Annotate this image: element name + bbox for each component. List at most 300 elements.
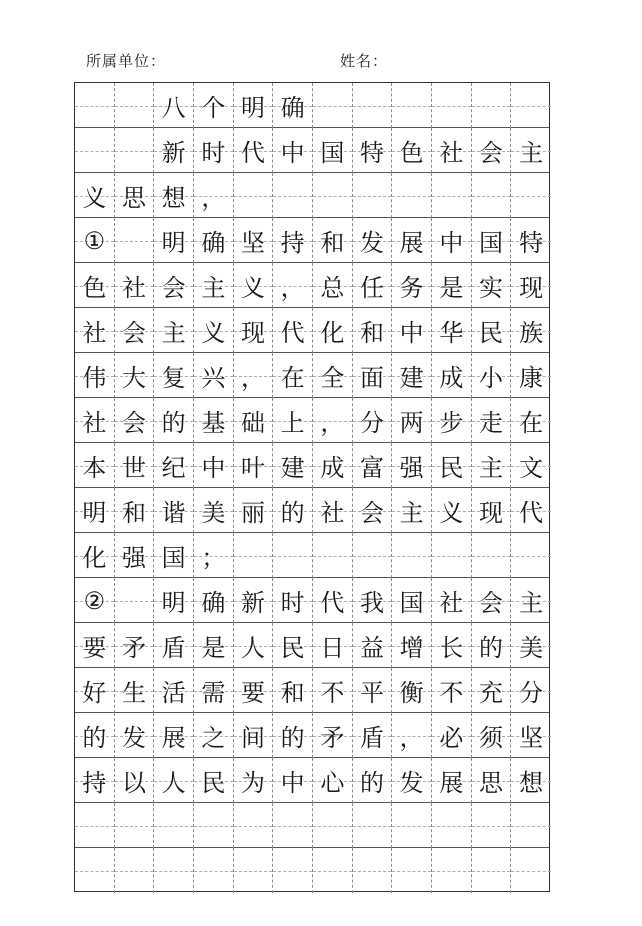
grid-cell — [194, 128, 234, 173]
handwritten-character: 展 — [399, 229, 424, 257]
grid-cell — [353, 713, 393, 758]
handwritten-character: 需 — [201, 679, 226, 707]
grid-cell — [313, 713, 353, 758]
handwritten-character: 强 — [399, 454, 424, 482]
handwritten-character: 八 — [161, 94, 186, 122]
grid-cell — [115, 848, 155, 893]
grid-cell — [392, 263, 432, 308]
handwritten-character: 民 — [478, 319, 503, 347]
grid-cell — [392, 533, 432, 578]
handwritten-character: 民 — [201, 769, 226, 797]
grid-cell — [392, 623, 432, 668]
grid-cell — [313, 443, 353, 488]
grid-cell — [313, 353, 353, 398]
handwritten-character: 社 — [439, 139, 464, 167]
handwritten-character: 新 — [240, 589, 265, 617]
grid-cell — [194, 623, 234, 668]
handwritten-character: 盾 — [161, 634, 186, 662]
handwritten-character: 纪 — [161, 454, 186, 482]
handwritten-character: 盾 — [359, 724, 384, 752]
grid-cell — [313, 533, 353, 578]
grid-cell — [234, 308, 274, 353]
handwritten-character: 心 — [320, 769, 345, 797]
handwritten-character: 间 — [240, 724, 265, 752]
grid-row — [75, 218, 549, 263]
grid-cell — [234, 263, 274, 308]
grid-cell — [234, 398, 274, 443]
handwritten-character: 民 — [439, 454, 464, 482]
handwritten-character: 展 — [161, 724, 186, 752]
grid-cell — [115, 443, 155, 488]
grid-cell — [234, 623, 274, 668]
handwritten-character: 成 — [320, 454, 345, 482]
handwritten-character: 中 — [280, 769, 305, 797]
grid-cell — [472, 443, 512, 488]
handwritten-character: 在 — [280, 364, 305, 392]
handwritten-character: 大 — [121, 364, 146, 392]
grid-cell — [392, 308, 432, 353]
grid-cell — [472, 713, 512, 758]
handwritten-character: 中 — [280, 139, 305, 167]
handwritten-character: ； — [201, 544, 226, 572]
grid-cell — [234, 713, 274, 758]
grid-cell — [273, 443, 313, 488]
handwritten-character: 础 — [240, 409, 265, 437]
grid-cell — [75, 128, 115, 173]
handwritten-character: 现 — [519, 274, 544, 302]
grid-cell — [273, 173, 313, 218]
grid-cell — [115, 308, 155, 353]
handwritten-character: 明 — [161, 589, 186, 617]
grid-cell — [194, 443, 234, 488]
grid-cell — [75, 623, 115, 668]
handwritten-character: 分 — [519, 679, 544, 707]
grid-cell — [115, 488, 155, 533]
grid-row — [75, 848, 549, 893]
grid-cell — [154, 668, 194, 713]
handwritten-character: 的 — [82, 724, 107, 752]
grid-cell — [273, 578, 313, 623]
handwritten-character: 主 — [519, 589, 544, 617]
grid-cell — [154, 713, 194, 758]
grid-cell — [234, 173, 274, 218]
grid-cell — [234, 533, 274, 578]
handwritten-character: 国 — [399, 589, 424, 617]
grid-cell — [154, 173, 194, 218]
handwritten-character: 富 — [359, 454, 384, 482]
grid-cell — [353, 758, 393, 803]
handwritten-character: 会 — [359, 499, 384, 527]
grid-cell — [432, 263, 472, 308]
grid-cell — [392, 848, 432, 893]
handwritten-character: 中 — [439, 229, 464, 257]
grid-cell — [234, 758, 274, 803]
handwritten-character: 衡 — [399, 679, 424, 707]
grid-cell — [115, 803, 155, 848]
grid-cell — [273, 218, 313, 263]
unit-label: 所属单位： — [86, 52, 167, 70]
handwritten-character: 务 — [399, 274, 424, 302]
grid-cell — [353, 533, 393, 578]
grid-cell — [154, 443, 194, 488]
grid-cell — [234, 848, 274, 893]
handwritten-character: 会 — [478, 139, 503, 167]
grid-cell — [472, 848, 512, 893]
handwritten-character: 和 — [280, 679, 305, 707]
handwritten-character: 华 — [439, 319, 464, 347]
grid-cell — [511, 443, 551, 488]
grid-cell — [313, 488, 353, 533]
grid-cell — [154, 488, 194, 533]
grid-cell — [313, 308, 353, 353]
handwritten-character: 主 — [519, 139, 544, 167]
grid-cell — [234, 578, 274, 623]
grid-cell — [432, 668, 472, 713]
grid-cell — [353, 443, 393, 488]
handwritten-character: 和 — [121, 499, 146, 527]
handwritten-character: 人 — [161, 769, 186, 797]
handwritten-character: 任 — [359, 274, 384, 302]
grid-cell — [432, 578, 472, 623]
grid-row — [75, 803, 549, 848]
grid-cell — [511, 758, 551, 803]
grid-cell — [194, 848, 234, 893]
grid-cell — [154, 83, 194, 128]
grid-cell — [313, 263, 353, 308]
grid-cell — [273, 713, 313, 758]
grid-cell — [472, 398, 512, 443]
handwritten-character: 增 — [399, 634, 424, 662]
grid-cell — [75, 218, 115, 263]
handwritten-character: 发 — [121, 724, 146, 752]
grid-cell — [75, 488, 115, 533]
grid-cell — [472, 308, 512, 353]
handwritten-character: 展 — [439, 769, 464, 797]
handwritten-character: 确 — [280, 94, 305, 122]
handwritten-character: 分 — [359, 409, 384, 437]
handwritten-character: 义 — [240, 274, 265, 302]
handwritten-character: 两 — [399, 409, 424, 437]
grid-cell — [353, 173, 393, 218]
writing-grid-sheet — [74, 82, 550, 892]
handwritten-character: 总 — [320, 274, 345, 302]
handwritten-character: 须 — [478, 724, 503, 752]
handwritten-character: 化 — [320, 319, 345, 347]
grid-cell — [392, 173, 432, 218]
grid-cell — [472, 803, 512, 848]
handwritten-character: 代 — [240, 139, 265, 167]
handwritten-character: 现 — [240, 319, 265, 347]
grid-cell — [75, 713, 115, 758]
handwritten-character: 小 — [478, 364, 503, 392]
grid-cell — [392, 668, 432, 713]
grid-row — [75, 263, 549, 308]
handwritten-character: 新 — [161, 139, 186, 167]
grid-cell — [75, 443, 115, 488]
grid-cell — [432, 848, 472, 893]
handwritten-character: 丽 — [240, 499, 265, 527]
grid-cell — [511, 533, 551, 578]
handwritten-character: 社 — [439, 589, 464, 617]
handwritten-character: 长 — [439, 634, 464, 662]
grid-cell — [154, 578, 194, 623]
handwritten-character: 建 — [280, 454, 305, 482]
grid-cell — [313, 578, 353, 623]
grid-row — [75, 308, 549, 353]
handwritten-character: ， — [240, 364, 265, 392]
grid-cell — [472, 758, 512, 803]
handwritten-character: 必 — [439, 724, 464, 752]
handwritten-character: 走 — [478, 409, 503, 437]
grid-row — [75, 533, 549, 578]
handwritten-character: 成 — [439, 364, 464, 392]
grid-cell — [234, 353, 274, 398]
grid-row — [75, 623, 549, 668]
grid-cell — [194, 803, 234, 848]
grid-cell — [353, 308, 393, 353]
handwritten-character: 上 — [280, 409, 305, 437]
grid-row — [75, 128, 549, 173]
grid-cell — [353, 83, 393, 128]
grid-cell — [432, 533, 472, 578]
handwritten-character: 矛 — [320, 724, 345, 752]
grid-cell — [432, 353, 472, 398]
grid-cell — [273, 533, 313, 578]
handwritten-character: 人 — [240, 634, 265, 662]
handwritten-character: 面 — [359, 364, 384, 392]
handwritten-character: 美 — [519, 634, 544, 662]
grid-cell — [511, 578, 551, 623]
grid-cell — [273, 263, 313, 308]
grid-row — [75, 398, 549, 443]
grid-cell — [154, 308, 194, 353]
grid-cell — [392, 803, 432, 848]
grid-cell — [313, 83, 353, 128]
grid-cell — [115, 713, 155, 758]
handwritten-character: 现 — [478, 499, 503, 527]
handwritten-character: 会 — [478, 589, 503, 617]
grid-cell — [472, 83, 512, 128]
handwritten-character: 的 — [359, 769, 384, 797]
handwritten-character: 充 — [478, 679, 503, 707]
grid-cell — [273, 803, 313, 848]
grid-row — [75, 758, 549, 803]
grid-row — [75, 173, 549, 218]
handwritten-character: 色 — [82, 274, 107, 302]
grid-cell — [273, 848, 313, 893]
handwritten-character: 和 — [320, 229, 345, 257]
handwritten-character: 平 — [359, 679, 384, 707]
grid-cell — [472, 668, 512, 713]
grid-row — [75, 353, 549, 398]
grid-cell — [273, 398, 313, 443]
grid-cell — [115, 578, 155, 623]
grid-cell — [154, 353, 194, 398]
grid-cell — [313, 758, 353, 803]
grid-cell — [472, 488, 512, 533]
handwritten-character: 思 — [121, 184, 146, 212]
handwritten-character: 确 — [201, 589, 226, 617]
grid-cell — [472, 533, 512, 578]
grid-cell — [273, 128, 313, 173]
handwritten-character: 代 — [280, 319, 305, 347]
grid-cell — [273, 353, 313, 398]
grid-cell — [75, 398, 115, 443]
grid-cell — [115, 173, 155, 218]
handwritten-character: 益 — [359, 634, 384, 662]
grid-cell — [432, 443, 472, 488]
name-label: 姓名： — [340, 52, 389, 70]
grid-cell — [511, 668, 551, 713]
handwritten-character: 社 — [82, 319, 107, 347]
handwritten-character: ② — [83, 586, 106, 615]
grid-cell — [432, 308, 472, 353]
grid-cell — [313, 128, 353, 173]
grid-cell — [234, 443, 274, 488]
handwritten-character: 本 — [82, 454, 107, 482]
grid-cell — [115, 758, 155, 803]
handwritten-character: 强 — [121, 544, 146, 572]
grid-cell — [432, 758, 472, 803]
handwritten-character: 不 — [320, 679, 345, 707]
handwritten-character: 义 — [439, 499, 464, 527]
grid-cell — [432, 488, 472, 533]
grid-cell — [75, 83, 115, 128]
handwritten-character: 确 — [201, 229, 226, 257]
handwritten-character: ① — [83, 226, 106, 255]
grid-cell — [194, 713, 234, 758]
grid-cell — [194, 173, 234, 218]
handwritten-character: 会 — [121, 409, 146, 437]
handwritten-character: 代 — [320, 589, 345, 617]
handwritten-character: 之 — [201, 724, 226, 752]
grid-cell — [511, 173, 551, 218]
grid-cell — [353, 578, 393, 623]
handwritten-character: 义 — [82, 184, 107, 212]
grid-cell — [353, 848, 393, 893]
handwritten-character: 色 — [399, 139, 424, 167]
handwritten-character: 中 — [399, 319, 424, 347]
handwritten-character: 叶 — [240, 454, 265, 482]
grid-cell — [432, 803, 472, 848]
grid-cell — [75, 533, 115, 578]
handwritten-character: 日 — [320, 634, 345, 662]
grid-cell — [353, 218, 393, 263]
grid-cell — [392, 713, 432, 758]
handwritten-character: 在 — [519, 409, 544, 437]
handwritten-character: 不 — [439, 679, 464, 707]
grid-cell — [115, 263, 155, 308]
handwritten-character: 时 — [280, 589, 305, 617]
handwritten-character: 想 — [161, 184, 186, 212]
grid-cell — [313, 218, 353, 263]
grid-cell — [115, 83, 155, 128]
grid-cell — [234, 83, 274, 128]
grid-cell — [511, 848, 551, 893]
handwritten-character: 的 — [280, 499, 305, 527]
grid-cell — [194, 488, 234, 533]
handwritten-character: 主 — [161, 319, 186, 347]
handwritten-character: ， — [201, 184, 226, 212]
grid-cell — [353, 623, 393, 668]
grid-cell — [472, 623, 512, 668]
handwritten-character: 持 — [82, 769, 107, 797]
handwritten-character: 国 — [320, 139, 345, 167]
grid-cell — [353, 803, 393, 848]
grid-cell — [313, 623, 353, 668]
grid-cell — [115, 533, 155, 578]
handwritten-character: 主 — [399, 499, 424, 527]
grid-row — [75, 443, 549, 488]
handwritten-character: 中 — [201, 454, 226, 482]
grid-cell — [194, 83, 234, 128]
grid-cell — [234, 218, 274, 263]
grid-cell — [432, 398, 472, 443]
grid-cell — [273, 668, 313, 713]
grid-cell — [511, 308, 551, 353]
grid-cell — [511, 398, 551, 443]
handwritten-character: 化 — [82, 544, 107, 572]
handwritten-character: 的 — [478, 634, 503, 662]
grid-cell — [511, 713, 551, 758]
handwritten-character: 会 — [161, 274, 186, 302]
grid-cell — [194, 533, 234, 578]
grid-cell — [511, 803, 551, 848]
handwritten-character: ， — [399, 724, 424, 752]
grid-cell — [353, 128, 393, 173]
grid-cell — [392, 758, 432, 803]
grid-cell — [392, 353, 432, 398]
grid-cell — [392, 83, 432, 128]
grid-cell — [353, 668, 393, 713]
grid-cell — [353, 353, 393, 398]
handwritten-character: 明 — [240, 94, 265, 122]
grid-cell — [313, 398, 353, 443]
grid-cell — [511, 83, 551, 128]
grid-row — [75, 668, 549, 713]
handwritten-character: 特 — [519, 229, 544, 257]
grid-cell — [392, 128, 432, 173]
handwritten-character: 基 — [201, 409, 226, 437]
grid-cell — [511, 353, 551, 398]
grid-cell — [234, 803, 274, 848]
handwritten-character: 代 — [519, 499, 544, 527]
grid-cell — [472, 173, 512, 218]
grid-cell — [392, 488, 432, 533]
grid-cell — [75, 173, 115, 218]
handwritten-character: 国 — [161, 544, 186, 572]
grid-cell — [115, 128, 155, 173]
grid-cell — [313, 173, 353, 218]
grid-row — [75, 488, 549, 533]
handwritten-character: 义 — [201, 319, 226, 347]
handwritten-character: 时 — [201, 139, 226, 167]
handwritten-character: 会 — [121, 319, 146, 347]
grid-cell — [392, 578, 432, 623]
handwritten-character: 文 — [519, 454, 544, 482]
grid-cell — [313, 668, 353, 713]
grid-cell — [392, 218, 432, 263]
grid-cell — [273, 758, 313, 803]
handwritten-character: 发 — [359, 229, 384, 257]
handwritten-character: 主 — [201, 274, 226, 302]
grid-cell — [313, 803, 353, 848]
handwritten-character: 生 — [121, 679, 146, 707]
grid-cell — [154, 803, 194, 848]
grid-cell — [432, 83, 472, 128]
handwritten-character: 特 — [359, 139, 384, 167]
grid-cell — [353, 488, 393, 533]
